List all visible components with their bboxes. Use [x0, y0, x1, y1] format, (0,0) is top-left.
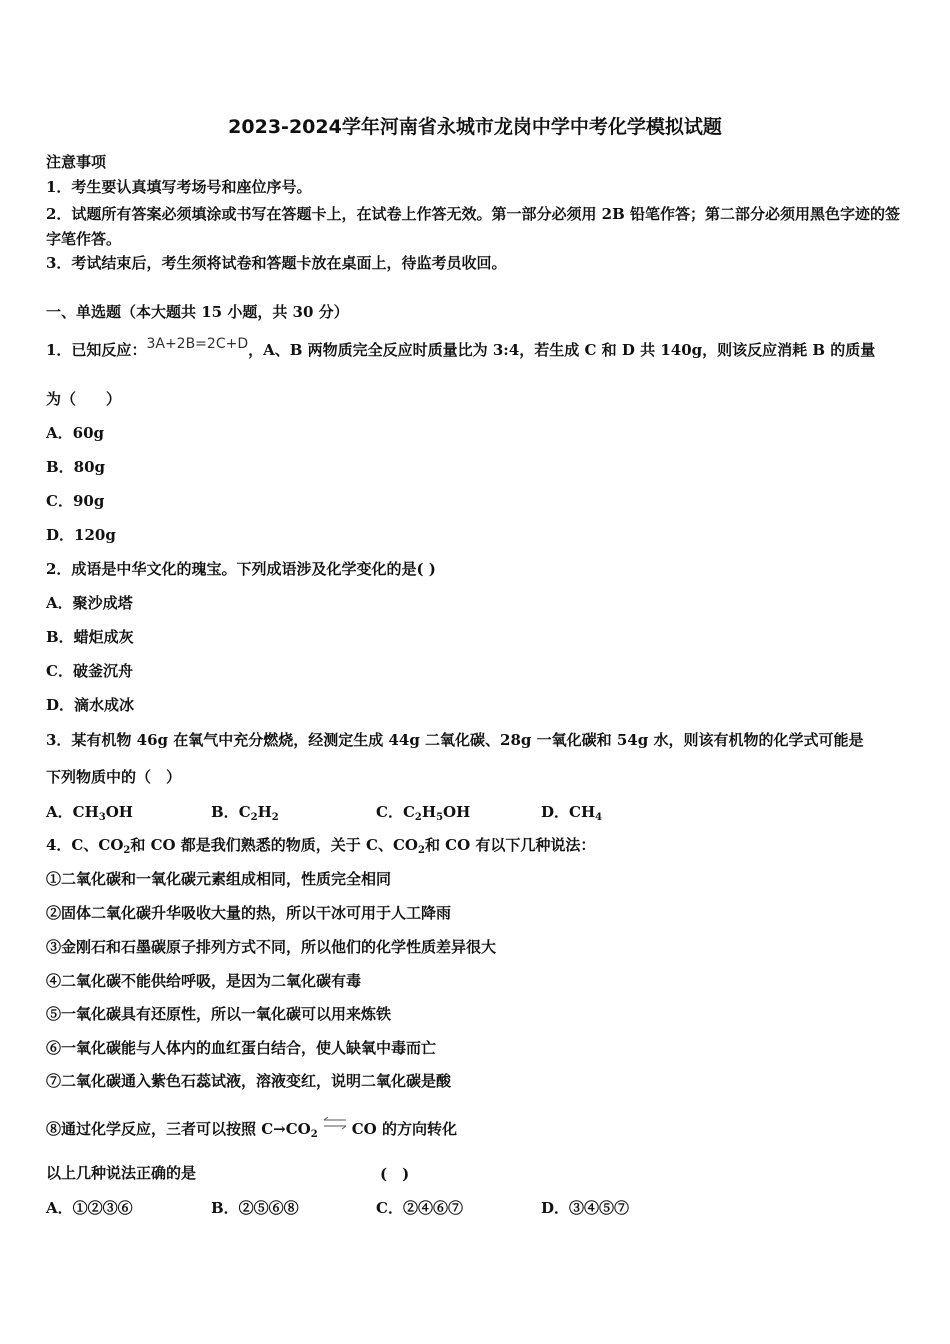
q4-statement-3: ③金刚石和石墨碳原子排列方式不同，所以他们的化学性质差异很大: [46, 938, 497, 956]
q4-statement-6: ⑥一氧化碳能与人体内的血红蛋白结合，使人缺氧中毒而亡: [46, 1039, 437, 1057]
q3-option-d: D．$CH_4$: [541, 803, 603, 823]
q3-option-a: A．$CH_3OH$: [46, 803, 133, 823]
q4-statement-1: ①二氧化碳和一氧化碳元素组成相同，性质完全相同: [46, 870, 392, 888]
question-2-stem: 2．成语是中华文化的瑰宝。下列成语涉及化学变化的是( ): [46, 560, 436, 578]
q2-option-a: A．聚沙成塔: [46, 594, 133, 612]
q4-statement-2: ②固体二氧化碳升华吸收大量的热，所以干冰可用于人工降雨: [46, 904, 452, 922]
notice-item-3: 3．考试结束后，考生须将试卷和答题卡放在桌面上，待监考员收回。: [46, 254, 507, 272]
q4-answer-paren: ( ): [380, 1165, 410, 1183]
q4-option-b: B．②⑤⑥⑧: [211, 1199, 299, 1217]
q1-option-a: A．60g: [46, 424, 105, 442]
q2-option-c: C．破釜沉舟: [46, 662, 133, 680]
q4-statement-7: ⑦二氧化碳通入紫色石蕊试液，溶液变红，说明二氧化碳是酸: [46, 1072, 452, 1090]
notice-item-1: 1．考生要认真填写考场号和座位序号。: [46, 178, 312, 196]
q4-option-a: A．①②③⑥: [46, 1199, 133, 1217]
section-heading: 一、单选题（本大题共 15 小题，共 30 分）: [46, 303, 349, 321]
q2-option-b: B．蜡炬成灰: [46, 628, 134, 646]
question-3-cont: 下列物质中的（ ）: [46, 768, 182, 786]
q1-option-d: D．120g: [46, 526, 116, 544]
reversible-arrow-icon: [322, 1116, 348, 1130]
q2-option-d: D．滴水成冰: [46, 696, 135, 714]
q1-option-b: B．80g: [46, 458, 106, 476]
q4-ask: 以上几种说法正确的是: [46, 1164, 197, 1182]
q4-option-c: C．②④⑥⑦: [376, 1199, 463, 1217]
question-1-stem: [46, 336, 908, 361]
notice-heading: 注意事项: [46, 153, 107, 171]
q4-statement-8: ⑧通过化学反应，三者可以按照 $C\to CO_2$ CO 的方向转化: [46, 1116, 908, 1139]
q4-option-d: D．③④⑤⑦: [541, 1199, 630, 1217]
question-3-stem: 3．某有机物 46g 在氧气中充分燃烧，经测定生成 44g 二氧化碳、28g 一氧化碳和 54g 水，则该有机物的化学式可能是: [46, 731, 864, 749]
q4-statement-5: ⑤一氧化碳具有还原性，所以一氧化碳可以用来炼铁: [46, 1005, 392, 1023]
q4-statement-4: ④二氧化碳不能供给呼吸，是因为二氧化碳有毒: [46, 972, 362, 990]
q1-option-c: C．90g: [46, 492, 105, 510]
question-4-stem: 4．C、$CO_2$和 CO 都是我们熟悉的物质，关于 C、$CO_2$和 CO 有以下几种说法：: [46, 836, 596, 856]
q3-option-b: B．$C_2H_2$: [211, 803, 279, 823]
q1-suffix: ，A、B 两物质完全反应时质量比为 3:4，若生成 C 和 D 共 140g，则该反应消耗 B 的质量: [248, 341, 876, 359]
question-1-cont: 为（ ）: [46, 390, 122, 408]
q1-equation: 3A+2B=2C+D: [146, 336, 249, 352]
q3-option-c: C．$C_2H_5OH$: [376, 803, 471, 823]
notice-item-2: 2．试题所有答案必须填涂或书写在答题卡上，在试卷上作答无效。第一部分必须用 2B 铅笔作答；第二部分必须用黑色字迹的签字笔作答。: [46, 205, 901, 248]
page-title: 2023-2024学年河南省永城市龙岗中学中考化学模拟试题: [228, 116, 722, 138]
q1-prefix: 1．已知反应：: [46, 341, 147, 359]
